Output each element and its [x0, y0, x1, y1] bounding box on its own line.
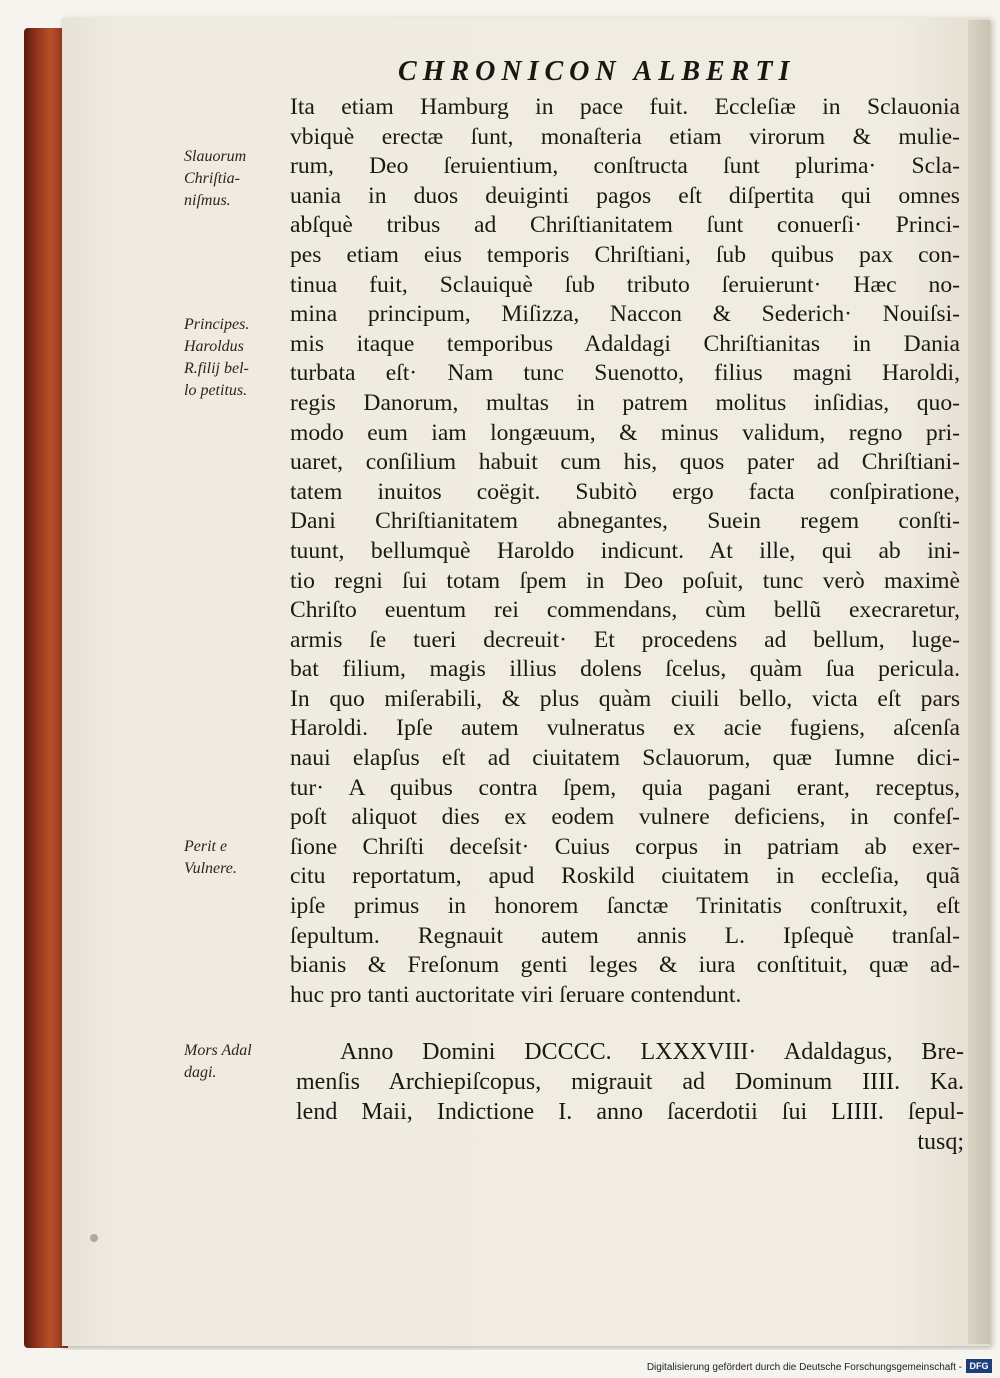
body-line: turbata eſt· Nam tunc Suenotto, filius magni Haroldi, [290, 360, 960, 387]
body-line: poſt aliquot dies ex eodem vulnere deficiens, in confeſ- [290, 804, 960, 831]
marginal-note-line: Principes. [184, 316, 250, 333]
body-line: rum, Deo ſeruientium, conſtructa ſunt plurima· Scla- [290, 153, 960, 180]
dfg-logo: DFG [966, 1359, 992, 1373]
funding-credit: Digitalisierung gefördert durch die Deutsche Forschungsgemeinschaft - [646, 1362, 962, 1373]
marginal-note-line: Mors Adal [184, 1042, 252, 1059]
marginal-note-line: Vulnere. [184, 860, 237, 877]
running-header: CHRONICON ALBERTI [398, 56, 796, 87]
entry-line: Anno Domini DCCCC. LXXXVIII· Adaldagus, Bre- [340, 1039, 964, 1065]
paper-speck [90, 1234, 98, 1242]
body-line: regis Danorum, multas in patrem molitus inſidias, quo- [290, 389, 960, 416]
body-line: ſepultum. Regnauit autem annis L. Ipſequè tranſal- [290, 922, 960, 949]
body-line: bianis & Freſonum genti leges & iura conſtituit, quæ ad- [290, 952, 960, 979]
body-line: mis itaque temporibus Adaldagi Chriſtianitas in Dania [290, 330, 960, 357]
marginal-note-line: R.filij bel- [184, 360, 249, 377]
body-line: modo eum iam longæuum, & minus validum, regno pri- [290, 419, 960, 446]
body-line: bat filium, magis illius dolens ſcelus, quàm ſua pericula. [290, 656, 960, 683]
body-line: naui elapſus eſt ad ciuitatem Sclauorum, quæ Iumne dici- [290, 745, 960, 772]
marginal-note-perit [184, 836, 237, 880]
body-line: ſione Chriſti deceſsit· Cuius corpus in patriam ab exer- [290, 833, 960, 860]
entry-line: menſis Archiepiſcopus, migrauit ad Dominum IIII. Ka. [296, 1069, 964, 1095]
body-line: Chriſto euentum rei commendans, cùm bellũ execraretur, [290, 597, 960, 624]
body-line: Ita etiam Hamburg in pace fuit. Eccleſiæ in Sclauonia [290, 94, 960, 120]
marginal-note-line: lo petitus. [184, 382, 248, 399]
body-line: huc pro tanti auctoritate viri ſeruare contendunt. [290, 981, 742, 1008]
body-line: In quo miſerabili, & plus quàm ciuili bello, victa eſt pars [290, 685, 960, 712]
body-line: Haroldi. Ipſe autem vulneratus ex acie fugiens, aſcenſa [290, 715, 960, 742]
body-line: armis ſe tueri decreuit· Et procedens ad bellum, luge- [290, 626, 960, 653]
marginal-note-line: Perit e [184, 838, 228, 855]
body-line: tinua fuit, Sclauiquè ſub tributo ſeruierunt· Hæc no- [290, 271, 960, 298]
body-line: citu reportatum, apud Roskild ciuitatem in eccleſia, quã [290, 863, 960, 890]
marginal-note-line: Chriſtia- [184, 170, 241, 187]
body-line: tatem inuitos coëgit. Subitò ergo facta conſpiratione, [290, 478, 960, 505]
marginal-note-slauorum [184, 146, 246, 212]
marginal-note-line: dagi. [184, 1064, 217, 1081]
marginal-note-mors [184, 1040, 252, 1084]
year-entry [296, 1037, 964, 1157]
body-line: mina principum, Miſizza, Naccon & Sederich· Nouiſsi- [290, 301, 960, 328]
body-line: pes etiam eius temporis Chriſtiani, ſub quibus pax con- [290, 241, 960, 268]
body-line: uaret, conſilium habuit cum his, quos pater ad Chriſtiani- [290, 449, 960, 476]
body-line: vbiquè erectæ ſunt, monaſteria etiam virorum & mulie- [290, 123, 960, 150]
marginal-note-principes [184, 314, 249, 402]
body-line: abſquè tribus ad Chriſtianitatem ſunt conuerſi· Princi- [290, 212, 960, 239]
marginal-note-line: Haroldus [184, 338, 244, 355]
body-line: ipſe primus in honorem ſanctæ Trinitatis conſtruxit, eſt [290, 893, 960, 920]
body-line: tio regni ſui totam ſpem in Deo poſuit, tunc verò maximè [290, 567, 960, 594]
page-edge [968, 20, 990, 1344]
marginal-note-line: Slauorum [184, 148, 247, 165]
body-paragraph [290, 93, 960, 1010]
catchword: tusq; [917, 1129, 964, 1155]
body-line: uania in duos deuiginti pagos eſt diſpertita qui omnes [290, 182, 960, 209]
body-line: tuunt, bellumquè Haroldo indicunt. At ille, qui ab ini- [290, 537, 960, 564]
marginal-note-line: niſmus. [184, 192, 231, 209]
body-line: Dani Chriſtianitatem abnegantes, Suein regem conſti- [290, 508, 960, 535]
body-line: tur· A quibus contra ſpem, quia pagani erant, receptus, [290, 774, 960, 801]
entry-line: lend Maii, Indictione I. anno ſacerdotii ſui LIIII. ſepul- [296, 1099, 964, 1125]
